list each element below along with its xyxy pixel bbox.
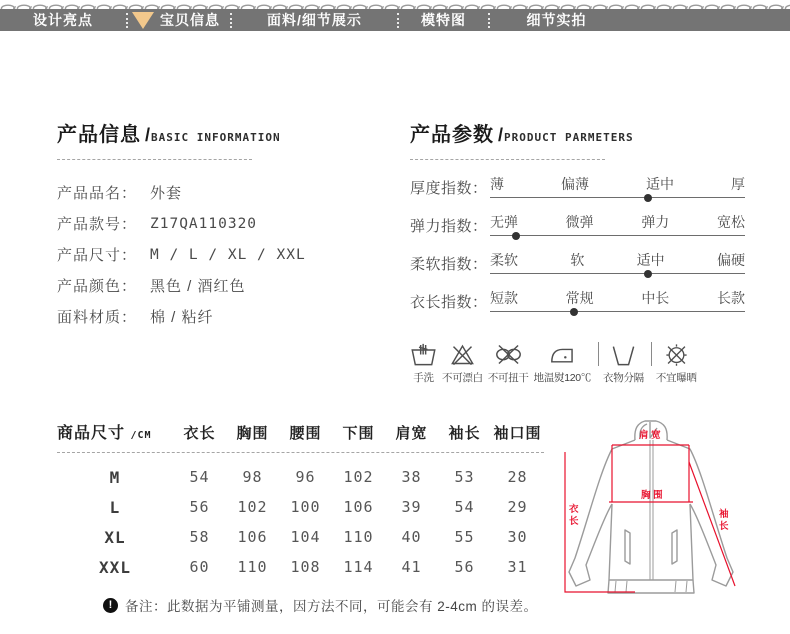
value-cell: 53	[454, 468, 475, 486]
chain-border-pattern	[0, 0, 790, 9]
scale-option: 适中	[636, 252, 665, 268]
scale-dot	[644, 194, 652, 202]
care-label: 手洗	[413, 372, 434, 384]
value-cell: 104	[290, 528, 321, 546]
value-cell: 102	[343, 468, 374, 486]
basic-info-title	[57, 118, 392, 147]
care-label: 衣物分隔	[603, 372, 644, 384]
scale-option: 微弹	[565, 214, 594, 230]
hand-wash-icon	[410, 341, 437, 368]
scale-line	[490, 273, 745, 274]
scale-line	[490, 311, 745, 312]
value-cell: 114	[343, 558, 374, 576]
no-wring-icon	[495, 341, 522, 368]
care-label: 不宜曝晒	[655, 372, 697, 384]
parameters-title-en: PRODUCT PARMETERS	[504, 131, 634, 144]
value-cell: 40	[401, 528, 422, 546]
col-cuff: 袖口围	[493, 425, 542, 442]
value-cell: 56	[189, 498, 210, 516]
col-chest: 胸围	[236, 425, 269, 442]
info-value: 外套	[150, 185, 183, 202]
value-cell: 110	[237, 558, 268, 576]
scale-dot	[570, 308, 578, 316]
jacket-diagram-svg	[553, 412, 790, 612]
scale-option: 适中	[646, 176, 674, 192]
info-value: 黑色 / 酒红色	[150, 278, 246, 295]
no-bleach-icon	[449, 341, 476, 368]
value-cell: 29	[507, 498, 528, 516]
size-cell: XL	[104, 527, 126, 547]
care-label: 不可漂白	[442, 372, 483, 384]
info-value: 棉 / 粘纤	[150, 309, 214, 326]
value-cell: 41	[401, 558, 422, 576]
scale-elasticity	[410, 212, 745, 250]
tab-design-highlights[interactable]: 设计亮点	[33, 12, 93, 28]
scale-options	[490, 250, 745, 270]
tab-detail-photos[interactable]: 细节实拍	[526, 12, 587, 28]
scale-label: 柔软指数：	[410, 256, 488, 273]
sleeve-label-2: 长	[719, 521, 729, 532]
scale-options	[490, 212, 745, 232]
scale-option: 偏硬	[716, 252, 745, 268]
scale-option: 柔软	[490, 252, 518, 268]
scale-option: 短款	[490, 290, 518, 306]
care-item-no-sunlight	[656, 341, 697, 385]
value-cell: 96	[295, 468, 316, 486]
value-cell: 56	[454, 558, 475, 576]
parameters-section	[410, 118, 745, 385]
care-instructions	[410, 341, 740, 385]
value-cell: 58	[189, 528, 210, 546]
value-cell: 60	[189, 558, 210, 576]
scale-option: 中长	[641, 290, 670, 306]
basic-info-title-en: BASIC INFORMATION	[151, 131, 281, 144]
section-underline	[410, 159, 605, 160]
scale-option: 厚	[731, 176, 745, 192]
scale-dot	[644, 270, 652, 278]
section-underline	[57, 159, 252, 160]
info-label: 产品款号：	[57, 216, 138, 233]
size-table-unit: /CM	[130, 430, 152, 441]
tab-fabric-details[interactable]: 面料/细节展示	[267, 12, 362, 28]
value-cell: 55	[454, 528, 475, 546]
value-cell: 54	[454, 498, 475, 516]
scale-label: 弹力指数：	[410, 218, 488, 235]
scale-option: 偏薄	[561, 176, 589, 192]
note-text: 备注：此数据为平铺测量，因方法不同，可能会有 2-4cm 的误差。	[125, 599, 538, 614]
size-cell: L	[109, 497, 121, 517]
info-row-product-name	[57, 177, 392, 208]
col-hem: 下围	[342, 425, 375, 442]
care-item-hand-wash	[410, 341, 437, 385]
size-table-rows	[57, 462, 544, 582]
scale-line	[490, 197, 745, 198]
basic-info-title-cn: 产品信息	[57, 124, 141, 146]
scale-option: 常规	[565, 290, 594, 306]
scale-track	[490, 250, 745, 288]
size-table-title-cn: 商品尺寸	[57, 425, 126, 442]
tab-item-info-label: 宝贝信息	[160, 12, 220, 28]
chest-label: 胸 围	[641, 490, 663, 501]
scale-label: 衣长指数：	[410, 294, 488, 311]
care-divider	[651, 342, 652, 366]
size-table-title	[57, 420, 173, 443]
sleeve-label-1: 袖	[719, 509, 729, 520]
care-item-low-temp-iron	[534, 341, 591, 385]
info-label: 产品颜色：	[57, 278, 138, 295]
size-table-header	[57, 420, 544, 443]
value-cell: 108	[290, 558, 321, 576]
jacket-outline	[569, 421, 733, 593]
scale-option: 无弹	[490, 214, 518, 230]
scale-line	[490, 235, 745, 236]
basic-info-section	[57, 118, 392, 332]
scale-dot	[512, 232, 520, 240]
size-cell: M	[109, 467, 121, 487]
title-slash: /	[145, 125, 152, 145]
care-item-separate-wash	[603, 341, 644, 385]
value-cell: 38	[401, 468, 422, 486]
info-value: M / L / XL / XXL	[150, 246, 306, 263]
value-cell: 30	[507, 528, 528, 546]
table-row-m	[57, 462, 544, 492]
care-divider	[598, 342, 599, 366]
parameters-title	[410, 118, 745, 147]
value-cell: 110	[343, 528, 374, 546]
value-cell: 100	[290, 498, 321, 516]
tab-item-info[interactable]	[128, 9, 230, 31]
table-divider	[57, 452, 544, 453]
scale-options	[490, 174, 745, 194]
scale-option: 软	[570, 252, 585, 268]
value-cell: 31	[507, 558, 528, 576]
low-temp-iron-icon	[549, 341, 576, 368]
scale-option: 弹力	[641, 214, 670, 230]
col-waist: 腰围	[289, 425, 322, 442]
parameters-title-cn: 产品参数	[410, 124, 494, 146]
length-label-2: 长	[569, 516, 579, 527]
col-garment-length: 衣长	[183, 425, 216, 442]
info-row-material	[57, 301, 392, 332]
care-item-no-wring	[488, 341, 529, 385]
jacket-measurement-diagram	[553, 412, 790, 612]
scale-track	[490, 288, 745, 326]
col-shoulder: 肩宽	[395, 425, 428, 442]
tab-model-photos[interactable]: 模特图	[421, 12, 466, 28]
info-label: 产品品名：	[57, 185, 138, 202]
care-label: 地温熨120℃	[533, 372, 592, 384]
warning-icon: !	[103, 598, 118, 613]
value-cell: 106	[237, 528, 268, 546]
info-label: 产品尺寸：	[57, 247, 138, 264]
value-cell: 106	[343, 498, 374, 516]
scale-option: 长款	[716, 290, 745, 306]
scale-option: 宽松	[716, 214, 745, 230]
scale-thickness	[410, 174, 745, 212]
scale-garment-length	[410, 288, 745, 326]
info-row-colors	[57, 270, 392, 301]
no-sunlight-icon	[663, 341, 690, 368]
scale-options	[490, 288, 745, 308]
top-nav-bar	[0, 9, 790, 31]
col-sleeve: 袖长	[448, 425, 481, 442]
title-slash: /	[498, 125, 505, 145]
scale-label: 厚度指数：	[410, 180, 488, 197]
size-cell: XXL	[99, 557, 131, 577]
info-value: Z17QA110320	[150, 215, 258, 232]
scale-track	[490, 212, 745, 250]
care-label: 不可扭干	[487, 372, 529, 384]
info-row-sizes	[57, 239, 392, 270]
value-cell: 54	[189, 468, 210, 486]
care-item-no-bleach	[442, 341, 483, 385]
active-tab-marker-icon	[132, 12, 154, 29]
scale-softness	[410, 250, 745, 288]
table-row-xl	[57, 522, 544, 552]
scale-track	[490, 174, 745, 212]
value-cell: 98	[242, 468, 263, 486]
table-row-xxl	[57, 552, 544, 582]
value-cell: 39	[401, 498, 422, 516]
basic-info-rows	[57, 177, 392, 332]
info-row-style-number	[57, 208, 392, 239]
shoulder-label: 肩 宽	[639, 430, 661, 441]
table-row-l	[57, 492, 544, 522]
separate-wash-icon	[610, 341, 637, 368]
value-cell: 102	[237, 498, 268, 516]
size-table	[57, 420, 544, 582]
length-label-1: 衣	[569, 504, 579, 515]
scale-option: 薄	[490, 176, 504, 192]
measurement-note	[103, 595, 538, 615]
info-label: 面料材质：	[57, 309, 138, 326]
parameter-scales	[410, 174, 745, 326]
value-cell: 28	[507, 468, 528, 486]
